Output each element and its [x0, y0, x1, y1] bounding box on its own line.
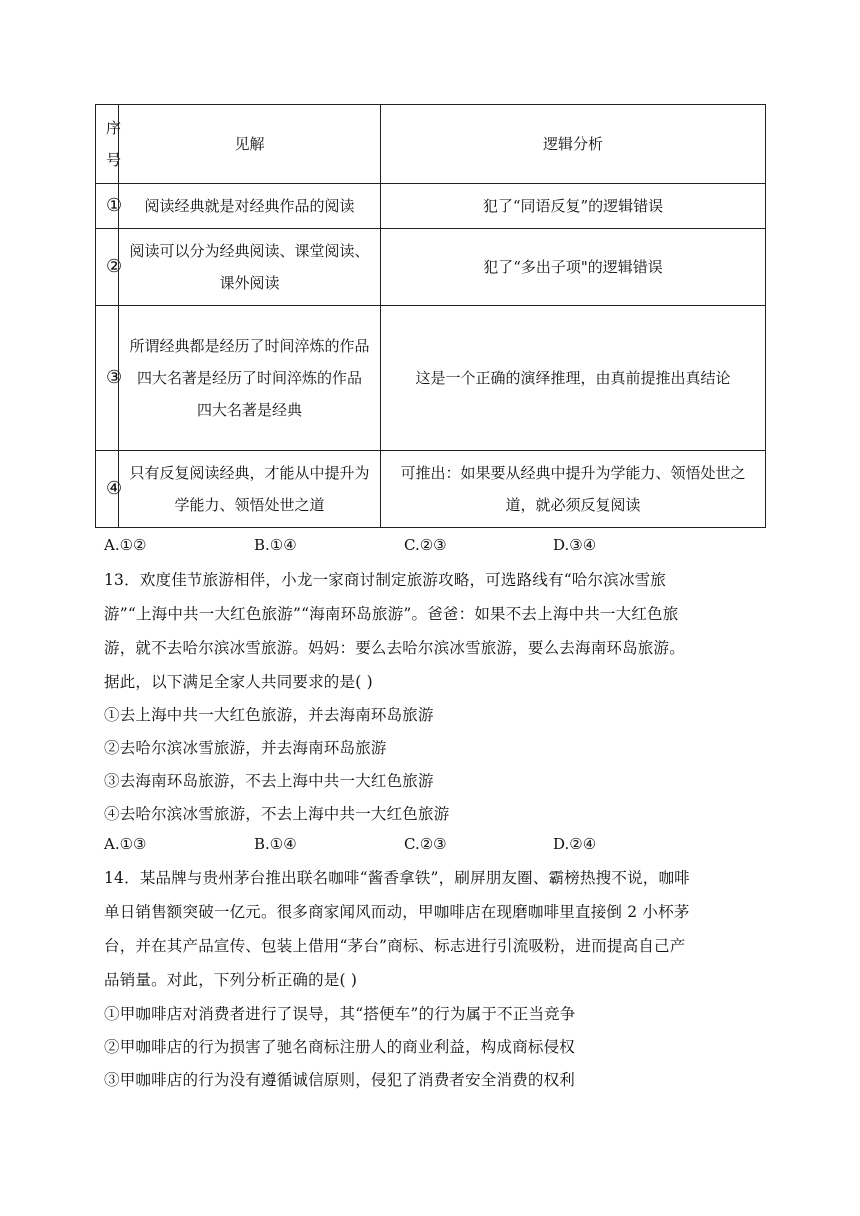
row-analysis: 可推出：如果要从经典中提升为学能力、领悟处世之道，就必须反复阅读 [381, 451, 766, 528]
q14-item: ②甲咖啡店的行为损害了驰名商标注册人的商业利益，构成商标侵权 [104, 1038, 576, 1056]
header-view: 见解 [119, 105, 381, 184]
row-view-multiline: 所谓经典都是经历了时间淬炼的作品 四大名著是经历了时间淬炼的作品 四大名著是经典 [119, 306, 381, 451]
row-number: ② [96, 229, 119, 306]
header-number-line1: 序 [106, 119, 122, 137]
q14-stem-line: 台，并在其产品宣传、包装上借用“茅台”商标、标志进行引流吸粉，进而提高自己产 [104, 937, 686, 955]
q13-stem-line: 游”“上海中共一大红色旅游”“海南环岛旅游”。爸爸：如果不去上海中共一大红色旅 [104, 605, 679, 623]
header-number [96, 105, 122, 184]
q14-stem-line: 14．某品牌与贵州茅台推出联名咖啡“酱香拿铁”，刷屏朋友圈、霸榜热搜不说，咖啡 [104, 869, 690, 887]
header-number-line2: 号 [106, 151, 122, 169]
table-row [96, 184, 766, 229]
row-number: ③ [96, 306, 119, 451]
row-view: 只有反复阅读经典，才能从中提升为学能力、领悟处世之道 [119, 451, 381, 528]
row-view: 阅读可以分为经典阅读、课堂阅读、课外阅读 [119, 229, 381, 306]
q14-stem-line: 单日销售额突破一亿元。很多商家闻风而动，甲咖啡店在现磨咖啡里直接倒 2 小杯茅 [104, 903, 690, 921]
row-view: 阅读经典就是对经典作品的阅读 [119, 184, 381, 229]
q14-item: ①甲咖啡店对消费者进行了误导，其“搭便车”的行为属于不正当竞争 [104, 1005, 576, 1023]
q13-stem-line: 13．欢度佳节旅游相伴，小龙一家商讨制定旅游攻略，可选路线有“哈尔滨冰雪旅 [104, 571, 667, 589]
q14-item: ③甲咖啡店的行为没有遵循诚信原则，侵犯了消费者安全消费的权利 [104, 1071, 576, 1089]
row-analysis: 犯了“多出子项"的逻辑错误 [381, 229, 766, 306]
header-analysis: 逻辑分析 [381, 105, 766, 184]
option-a[interactable]: A.①② [104, 536, 147, 554]
option-d[interactable]: D.③④ [553, 536, 597, 554]
logic-analysis-table [95, 104, 766, 528]
row-analysis: 犯了“同语反复”的逻辑错误 [381, 184, 766, 229]
q13-stem-line: 游，就不去哈尔滨冰雪旅游。妈妈：要么去哈尔滨冰雪旅游，要么去海南环岛旅游。 [104, 639, 685, 657]
q13-item: ③去海南环岛旅游，不去上海中共一大红色旅游 [104, 772, 434, 790]
option-d[interactable]: D.②④ [553, 835, 597, 853]
q14-stem-line: 品销量。对此，下列分析正确的是( ) [104, 971, 358, 989]
option-a[interactable]: A.①③ [104, 835, 147, 853]
table-row [96, 306, 766, 451]
table-header-row [96, 105, 766, 184]
q13-item: ②去哈尔滨冰雪旅游，并去海南环岛旅游 [104, 739, 387, 757]
option-b[interactable]: B.①④ [254, 536, 297, 554]
q13-item: ①去上海中共一大红色旅游，并去海南环岛旅游 [104, 706, 434, 724]
q13-item: ④去哈尔滨冰雪旅游，不去上海中共一大红色旅游 [104, 805, 450, 823]
row-number: ① [96, 184, 119, 229]
row-number: ④ [96, 451, 119, 528]
q13-stem-line: 据此，以下满足全家人共同要求的是( ) [104, 673, 373, 691]
table-row [96, 451, 766, 528]
table-row [96, 229, 766, 306]
option-c[interactable]: C.②③ [404, 835, 447, 853]
option-b[interactable]: B.①④ [254, 835, 297, 853]
option-c[interactable]: C.②③ [404, 536, 447, 554]
row-analysis: 这是一个正确的演绎推理，由真前提推出真结论 [381, 306, 766, 451]
